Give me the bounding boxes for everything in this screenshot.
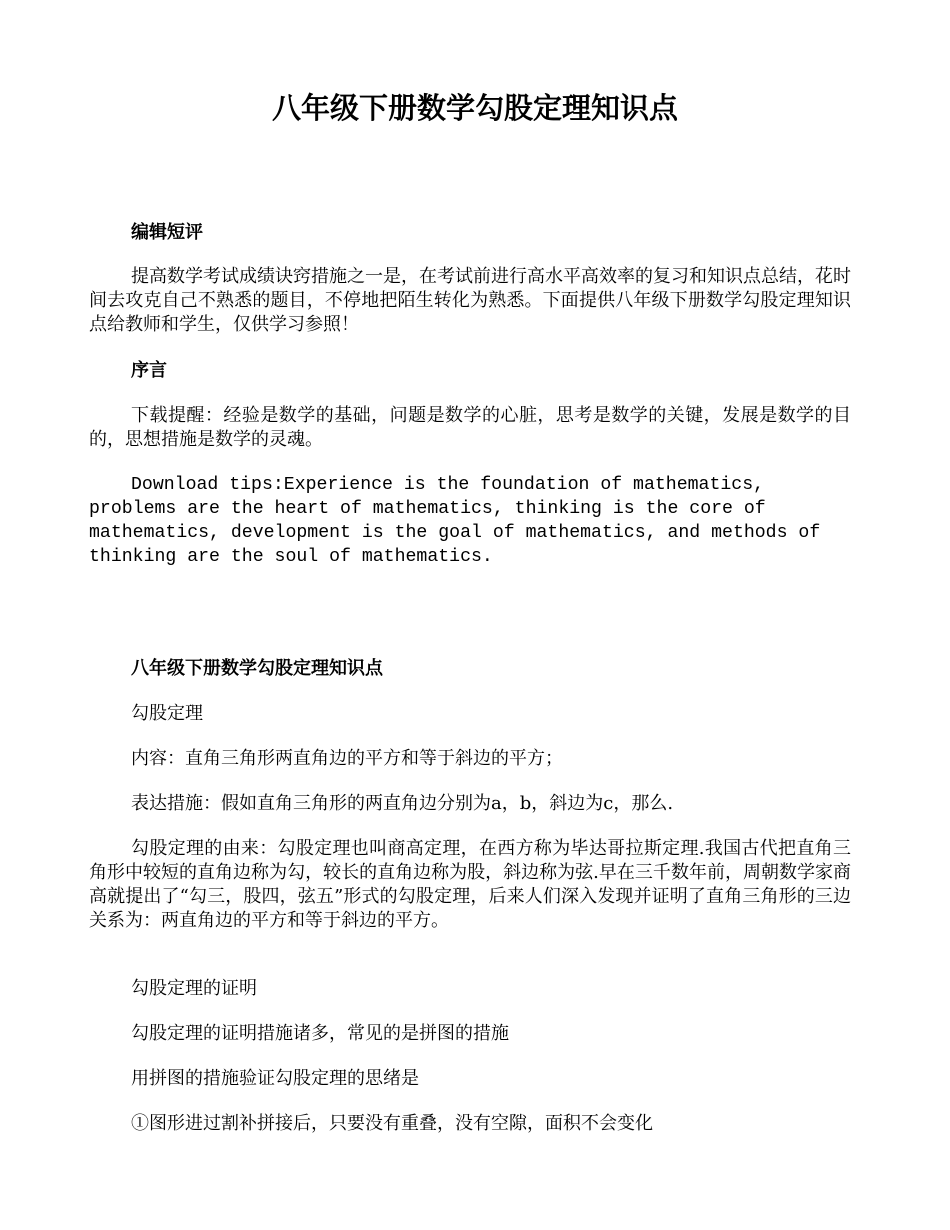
knowledge-heading: 八年级下册数学勾股定理知识点 [131, 658, 383, 679]
preface-heading: 序言 [131, 360, 167, 381]
editor-review-paragraph: 提高数学考试成绩诀窍措施之一是，在考试前进行高水平高效率的复习和知识点总结，花时间去攻克自己不熟悉的题目，不停地把陌生转化为熟悉。下面提供八年级下册数学勾股定理知识点给教师和学生，仅供学习参照！ [89, 266, 851, 335]
theorem-expression: 表达措施：假如直角三角形的两直角边分别为a，b，斜边为c，那么. [131, 793, 674, 814]
theorem-label: 勾股定理 [131, 703, 203, 724]
editor-review-heading: 编辑短评 [131, 222, 203, 243]
preface-paragraph-chinese: 下载提醒：经验是数学的基础，问题是数学的心脏，思考是数学的关键，发展是数学的目的，思想措施是数学的灵魂。 [89, 405, 851, 450]
theorem-content: 内容：直角三角形两直角边的平方和等于斜边的平方； [131, 748, 563, 769]
proof-idea: 用拼图的措施验证勾股定理的思绪是 [131, 1068, 419, 1089]
proof-label: 勾股定理的证明 [131, 978, 257, 999]
proof-methods: 勾股定理的证明措施诸多，常见的是拼图的措施 [131, 1023, 509, 1044]
preface-paragraph-english: Download tips:Experience is the foundation of mathematics, problems are the heart of mathematics, thinking is the core of mathematics, development is the goal of mathematics, and methods of thinking are the soul of mathematics. [89, 475, 821, 567]
theorem-origin-paragraph: 勾股定理的由来：勾股定理也叫商高定理，在西方称为毕达哥拉斯定理.我国古代把直角三角形中较短的直角边称为勾，较长的直角边称为股，斜边称为弦.早在三千数年前，周朝数学家商高就提出了“勾三，股四，弦五”形式的勾股定理，后来人们深入发现并证明了直角三角形的三边关系为：两直角边的平方和等于斜边的平方。 [89, 838, 851, 931]
proof-step-1: ①图形进过割补拼接后，只要没有重叠，没有空隙，面积不会变化 [131, 1113, 653, 1134]
page-title: 八年级下册数学勾股定理知识点 [271, 91, 678, 125]
